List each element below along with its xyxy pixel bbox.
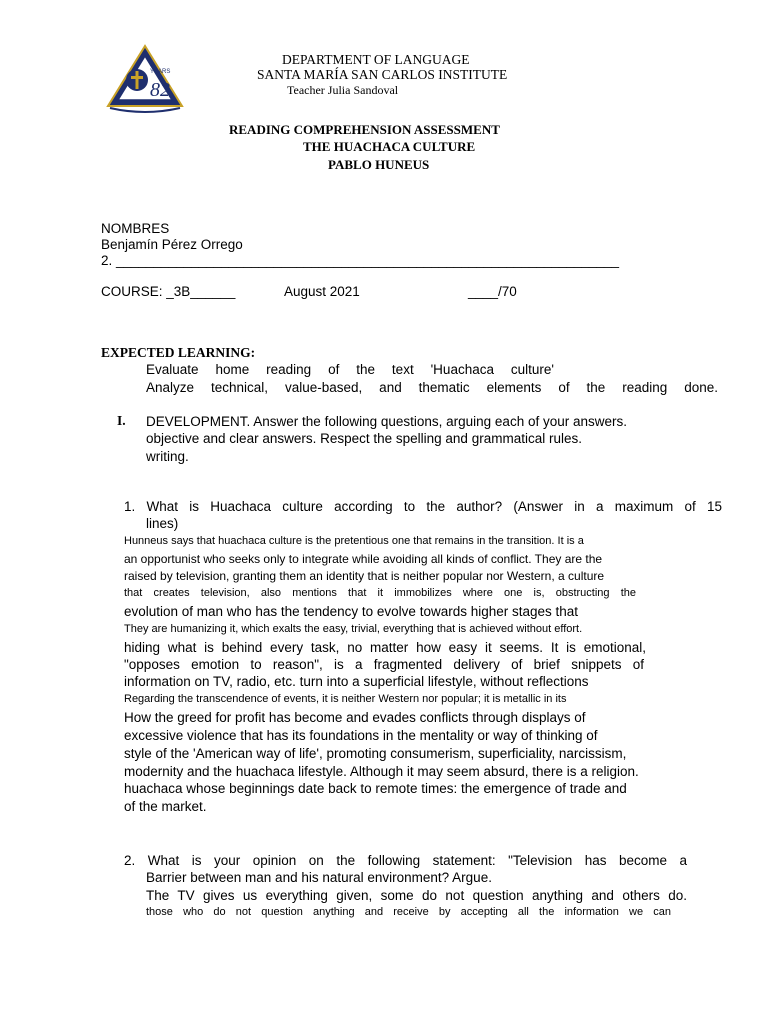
answer-1-line: raised by television, granting them an identity that is neither popular nor Western, a culture	[124, 569, 605, 583]
logo-years-text: YEARS	[150, 69, 171, 75]
question-1-text: 1. What is Huachaca culture according to the author? (Answer in a maximum of 15	[124, 499, 722, 514]
question-2-text: 2. What is your opinion on the following statement: "Television has become a	[124, 853, 687, 868]
course-field: COURSE: _3B______	[101, 284, 236, 299]
answer-1-line: Regarding the transcendence of events, it is neither Western nor popular; it is metallic in its	[124, 693, 567, 705]
student-name-2-line: 2. ___________________________________________________________________	[101, 253, 620, 268]
development-instructions-1: DEVELOPMENT. Answer the following questions, arguing each of your answers.	[146, 414, 627, 429]
answer-2-line: The TV gives us everything given, some do not question anything and others do.	[146, 888, 687, 903]
question-2-text-cont: Barrier between man and his natural environment? Argue.	[146, 870, 492, 885]
logo-number-text: 82	[150, 79, 170, 101]
question-1-text-cont: lines)	[146, 516, 179, 531]
answer-1-line: Hunneus says that huachaca culture is the pretentious one that remains in the transition. It is a	[124, 535, 584, 547]
answer-1-line: of the market.	[124, 799, 207, 814]
reading-title: THE HUACHACA CULTURE	[303, 139, 476, 154]
answer-1-line: information on TV, radio, etc. turn into a superficial lifestyle, without reflections	[124, 674, 589, 689]
expected-learning-item-2: Analyze technical, value-based, and thematic elements of the reading done.	[146, 380, 718, 395]
answer-1-line: hiding what is behind every task, no matter how easy it seems. It is emotional,	[124, 640, 646, 655]
development-instructions-2: objective and clear answers. Respect the spelling and grammatical rules.	[146, 431, 582, 446]
names-label: NOMBRES	[101, 221, 170, 236]
answer-2-line: those who do not question anything and receive by accepting all the information we can	[146, 906, 671, 918]
answer-1-line: excessive violence that has its foundations in the mentality or way of thinking of	[124, 728, 598, 743]
school-logo	[104, 44, 186, 114]
answer-1-line: How the greed for profit has become and evades conflicts through displays of	[124, 710, 586, 725]
institute-name: SANTA MARÍA SAN CARLOS INSTITUTE	[257, 67, 508, 82]
answer-1-line: huachaca whose beginnings date back to remote times: the emergence of trade and	[124, 781, 627, 796]
section-numeral: I.	[117, 413, 126, 428]
expected-learning-label: EXPECTED LEARNING:	[101, 345, 256, 360]
answer-1-line: style of the 'American way of life', promoting consumerism, superficiality, narcissism,	[124, 746, 627, 761]
teacher-name: Teacher Julia Sandoval	[287, 83, 399, 97]
answer-1-line: They are humanizing it, which exalts the easy, trivial, everything that is achieved without effort.	[124, 623, 583, 635]
expected-learning-item-1: Evaluate home reading of the text 'Huachaca culture'	[146, 362, 554, 377]
answer-1-line: that creates television, also mentions that it immobilizes where one is, obstructing the	[124, 587, 636, 599]
answer-1-line: "opposes emotion to reason", is a fragmented delivery of brief snippets of	[124, 657, 644, 672]
answer-1-line: modernity and the huachaca lifestyle. Although it may seem absurd, there is a religion.	[124, 764, 639, 779]
date-field: August 2021	[284, 284, 360, 299]
answer-1-line: evolution of man who has the tendency to evolve towards higher stages that	[124, 604, 579, 619]
score-field: ____/70	[468, 284, 517, 299]
student-name-1: Benjamín Pérez Orrego	[101, 237, 243, 252]
answer-1-line: an opportunist who seeks only to integrate while avoiding all kinds of conflict. They are the	[124, 552, 603, 566]
assessment-title: READING COMPREHENSION ASSESSMENT	[229, 122, 500, 137]
department-name: DEPARTMENT OF LANGUAGE	[282, 52, 470, 67]
development-instructions-3: writing.	[146, 449, 189, 464]
author-title: PABLO HUNEUS	[328, 157, 430, 172]
